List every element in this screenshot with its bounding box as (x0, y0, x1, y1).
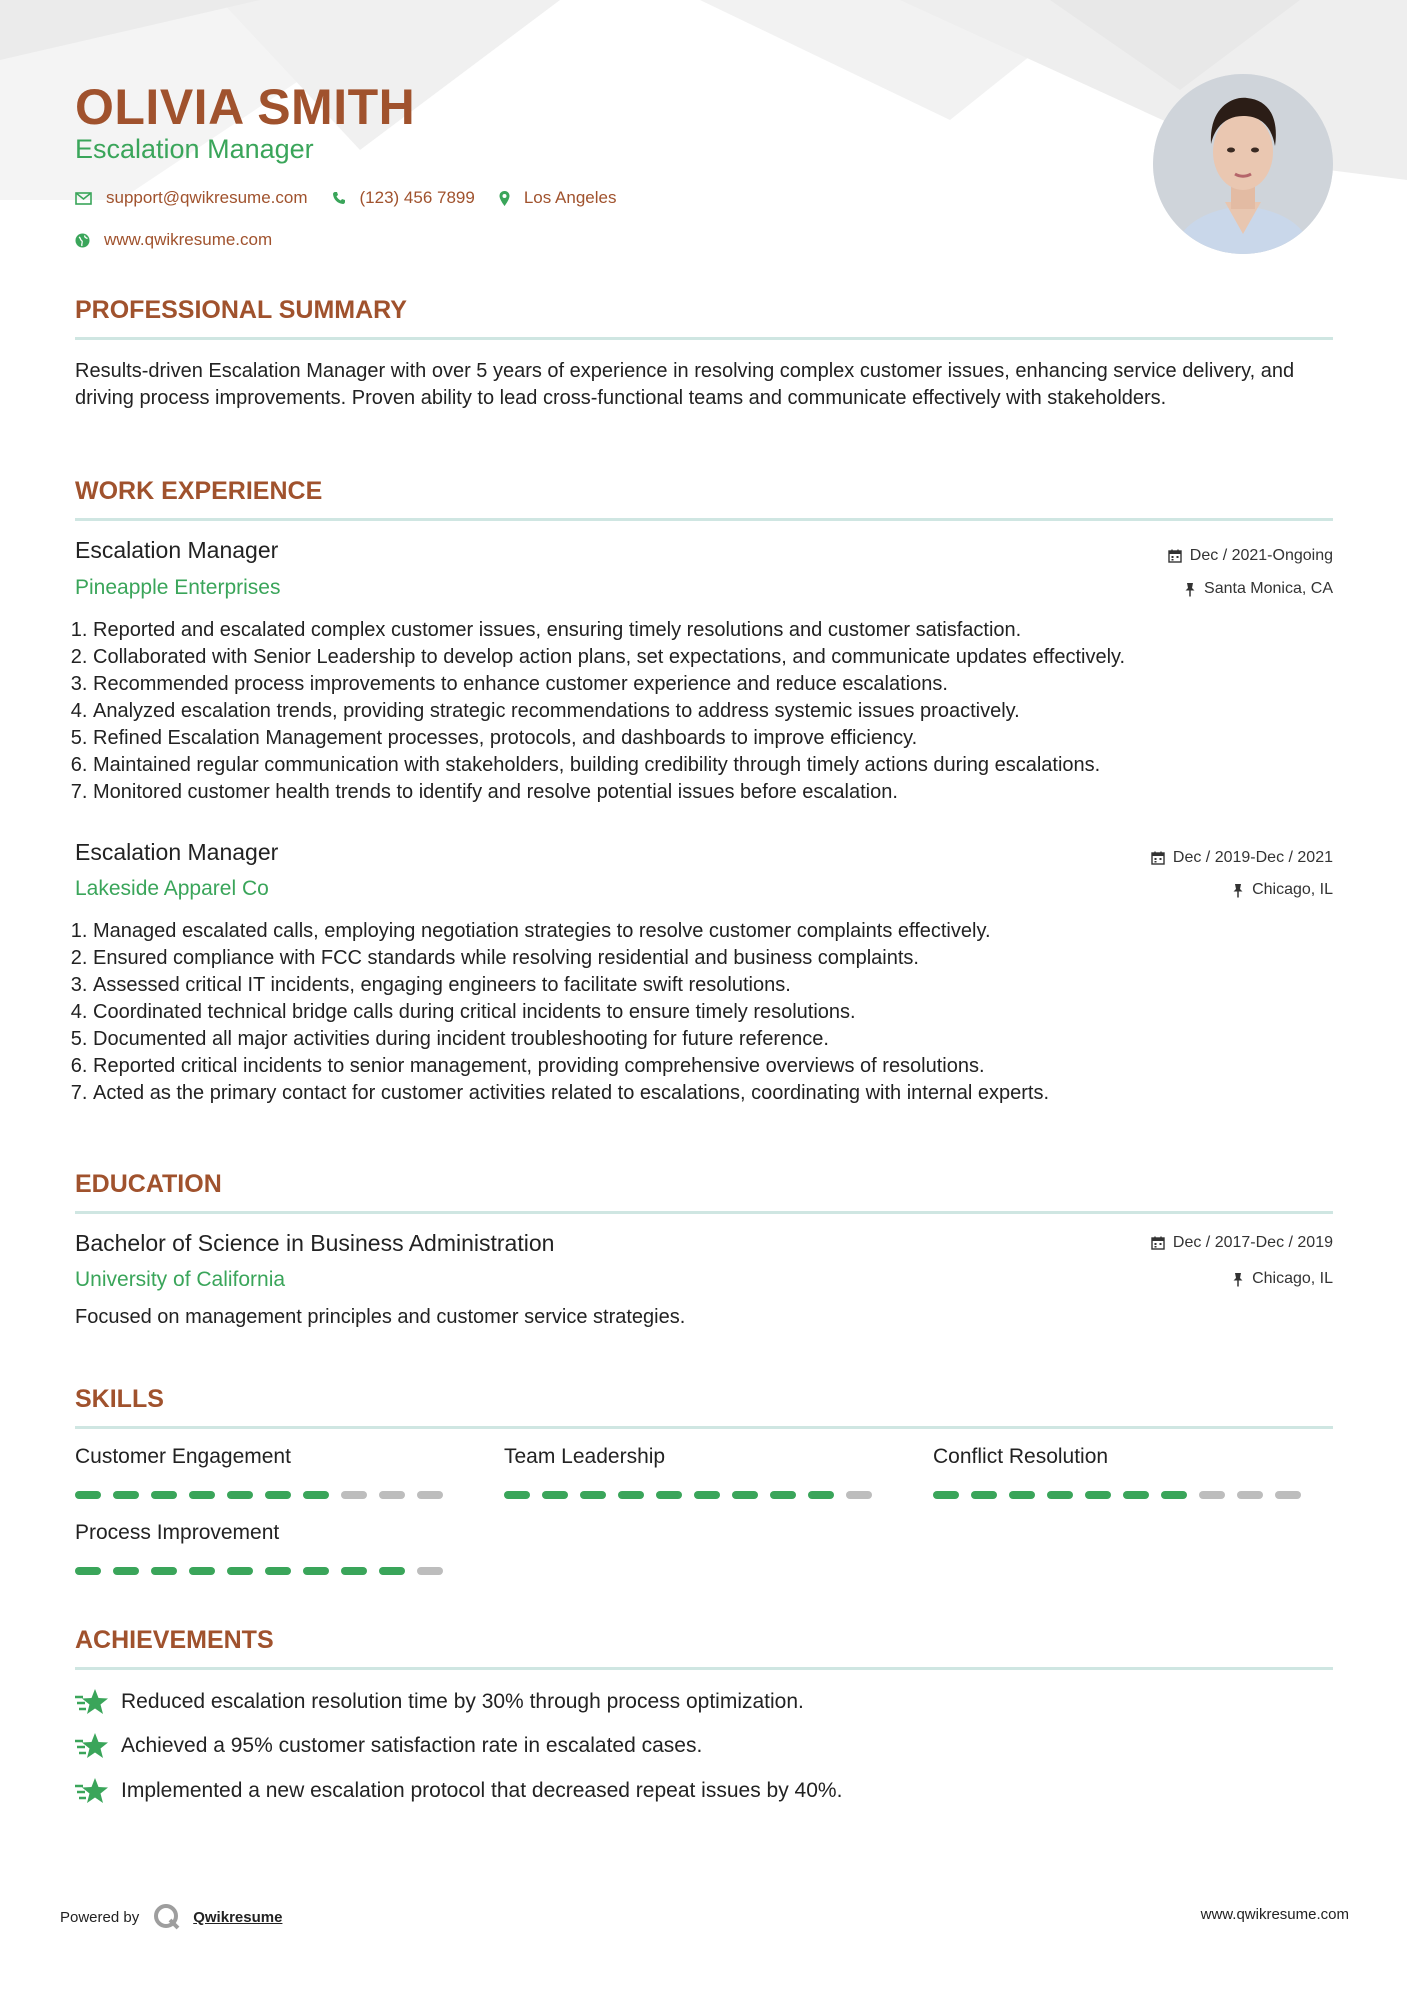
experience-heading: WORK EXPERIENCE (75, 477, 323, 505)
achievement-item: Achieved a 95% customer satisfaction rate in escalated cases. (75, 1732, 702, 1760)
skill-dash-filled (1085, 1491, 1111, 1499)
contact-row (75, 188, 640, 208)
star-icon (75, 1777, 109, 1805)
qwikresume-link[interactable]: Qwikresume (193, 1908, 283, 1926)
skill-name: Conflict Resolution (933, 1445, 1109, 1468)
skill-dash-filled (1009, 1491, 1035, 1499)
calendar-icon (1151, 851, 1165, 865)
list-item: 6. Reported critical incidents to senior management, providing comprehensive overviews of resolutions. (93, 1053, 1363, 1080)
qwikresume-logo-icon (153, 1903, 181, 1931)
achievements-section (75, 1626, 1333, 1806)
section-divider (75, 518, 1333, 521)
location-text: Los Angeles (523, 188, 617, 207)
company-name: Pineapple Enterprises (75, 576, 281, 599)
job-bullets (67, 918, 1363, 1107)
skill-name: Customer Engagement (75, 1445, 291, 1468)
summary-text: Results-driven Escalation Manager with over 5 years of experience in resolving complex customer issues, enhancing service delivery, and driving process improvements. Proven ability to lead cross-functional teams and communicate effectively with stakeholders. (75, 360, 1295, 409)
candidate-role: Escalation Manager (75, 134, 314, 164)
skill-dash-filled (933, 1491, 959, 1499)
skill-level-bar (75, 1491, 455, 1499)
list-item: 1. Reported and escalated complex customer issues, ensuring timely resolutions and customer satisfaction. (93, 617, 1363, 644)
powered-by-label: Powered by (60, 1908, 140, 1926)
skill-item (504, 1445, 884, 1499)
profile-photo (1153, 74, 1333, 254)
list-item: 2. Collaborated with Senior Leadership to develop action plans, set expectations, and communicate updates effectively. (93, 644, 1363, 671)
skill-level-bar (504, 1491, 884, 1499)
list-item: 7. Acted as the primary contact for customer activities related to escalations, coordinating with internal experts. (93, 1080, 1363, 1107)
portrait-image (1153, 74, 1333, 254)
skill-dash-empty (846, 1491, 872, 1499)
achievement-item: Reduced escalation resolution time by 30% through process optimization. (75, 1688, 804, 1716)
job-location: Santa Monica, CA (1184, 580, 1333, 598)
skill-dash-filled (808, 1491, 834, 1499)
skill-dash-filled (618, 1491, 644, 1499)
job-bullets (67, 617, 1363, 806)
education-date: Dec / 2017-Dec / 2019 (1151, 1234, 1333, 1252)
skill-item (75, 1445, 455, 1499)
list-item: 5. Refined Escalation Management processes, protocols, and dashboards to improve efficiency. (93, 725, 1363, 752)
education-location: Chicago, IL (1232, 1270, 1333, 1288)
summary-section (75, 296, 1333, 412)
contact-email[interactable] (75, 188, 308, 208)
skills-heading: SKILLS (75, 1385, 164, 1413)
skill-dash-filled (1047, 1491, 1073, 1499)
experience-section (75, 477, 1333, 1117)
skill-item (75, 1521, 455, 1575)
contact-location (499, 188, 617, 208)
skill-dash-empty (417, 1567, 443, 1575)
education-description: Focused on management principles and customer service strategies. (75, 1306, 686, 1328)
skill-dash-filled (113, 1567, 139, 1575)
skill-dash-filled (151, 1567, 177, 1575)
globe-icon (75, 233, 90, 248)
education-heading: EDUCATION (75, 1170, 222, 1198)
section-divider (75, 337, 1333, 340)
list-item: 5. Documented all major activities during incident troubleshooting for future reference. (93, 1026, 1363, 1053)
degree-title: Bachelor of Science in Business Administration (75, 1230, 555, 1256)
star-icon (75, 1732, 109, 1760)
contact-website[interactable] (75, 230, 272, 250)
skill-dash-filled (75, 1491, 101, 1499)
skill-dash-empty (379, 1491, 405, 1499)
section-divider (75, 1667, 1333, 1670)
skill-dash-filled (189, 1491, 215, 1499)
skill-dash-filled (504, 1491, 530, 1499)
skill-dash-empty (1275, 1491, 1301, 1499)
skill-dash-filled (770, 1491, 796, 1499)
candidate-name: OLIVIA SMITH (75, 79, 416, 135)
skill-dash-filled (265, 1567, 291, 1575)
job-location: Chicago, IL (1232, 881, 1333, 899)
company-name: Lakeside Apparel Co (75, 877, 269, 900)
list-item: 4. Analyzed escalation trends, providing strategic recommendations to address systemic issues proactively. (93, 698, 1363, 725)
calendar-icon (1168, 549, 1182, 563)
achievement-item: Implemented a new escalation protocol that decreased repeat issues by 40%. (75, 1777, 842, 1805)
skill-dash-empty (1199, 1491, 1225, 1499)
skill-dash-filled (303, 1491, 329, 1499)
skill-dash-filled (580, 1491, 606, 1499)
skill-dash-filled (656, 1491, 682, 1499)
skills-section (75, 1385, 1333, 1585)
list-item: 1. Managed escalated calls, employing negotiation strategies to resolve customer complaints effectively. (93, 918, 1363, 945)
skill-dash-filled (151, 1491, 177, 1499)
skill-dash-filled (113, 1491, 139, 1499)
skill-dash-filled (542, 1491, 568, 1499)
skill-name: Process Improvement (75, 1521, 280, 1544)
skill-dash-filled (189, 1567, 215, 1575)
skill-item (933, 1445, 1313, 1499)
skill-dash-filled (971, 1491, 997, 1499)
skill-dash-filled (227, 1567, 253, 1575)
skill-dash-empty (417, 1491, 443, 1499)
skill-dash-filled (341, 1567, 367, 1575)
job-date: Dec / 2019-Dec / 2021 (1151, 849, 1333, 867)
skill-dash-empty (341, 1491, 367, 1499)
skill-dash-filled (732, 1491, 758, 1499)
skill-level-bar (933, 1491, 1313, 1499)
skill-dash-filled (303, 1567, 329, 1575)
skill-dash-filled (1161, 1491, 1187, 1499)
skill-dash-empty (1237, 1491, 1263, 1499)
contact-row-web (75, 230, 296, 250)
envelope-icon (75, 192, 92, 205)
website-text: www.qwikresume.com (104, 230, 273, 249)
list-item: 4. Coordinated technical bridge calls during critical incidents to ensure timely resolutions. (93, 999, 1363, 1026)
skill-dash-filled (265, 1491, 291, 1499)
list-item: 7. Monitored customer health trends to identify and resolve potential issues before escalation. (93, 779, 1363, 806)
list-item: 3. Assessed critical IT incidents, engaging engineers to facilitate swift resolutions. (93, 972, 1363, 999)
star-icon (75, 1688, 109, 1716)
skill-dash-filled (1123, 1491, 1149, 1499)
calendar-icon (1151, 1236, 1165, 1250)
footer-url[interactable]: www.qwikresume.com (1200, 1906, 1349, 1923)
section-divider (75, 1426, 1333, 1429)
job-title: Escalation Manager (75, 537, 279, 563)
pushpin-icon (1232, 1272, 1244, 1287)
skill-dash-filled (75, 1567, 101, 1575)
map-pin-icon (499, 191, 510, 206)
pushpin-icon (1184, 582, 1196, 597)
section-divider (75, 1211, 1333, 1214)
school-name: University of California (75, 1268, 286, 1291)
phone-text: (123) 456 7899 (359, 188, 475, 207)
phone-icon (332, 191, 346, 205)
summary-heading: PROFESSIONAL SUMMARY (75, 296, 407, 324)
skill-dash-filled (227, 1491, 253, 1499)
skill-dash-filled (694, 1491, 720, 1499)
skill-name: Team Leadership (504, 1445, 666, 1468)
achievements-heading: ACHIEVEMENTS (75, 1626, 274, 1654)
contact-phone[interactable] (332, 188, 475, 208)
education-section (75, 1170, 1333, 1340)
email-text: support@qwikresume.com (106, 188, 308, 207)
job-title: Escalation Manager (75, 839, 279, 865)
skill-level-bar (75, 1567, 455, 1575)
list-item: 6. Maintained regular communication with stakeholders, building credibility through timely actions during escalations. (93, 752, 1363, 779)
skill-dash-filled (379, 1567, 405, 1575)
list-item: 2. Ensured compliance with FCC standards while resolving residential and business complaints. (93, 945, 1363, 972)
list-item: 3. Recommended process improvements to enhance customer experience and reduce escalations. (93, 671, 1363, 698)
footer-powered-by (60, 1903, 282, 1931)
pushpin-icon (1232, 883, 1244, 898)
job-date: Dec / 2021-Ongoing (1168, 547, 1333, 565)
